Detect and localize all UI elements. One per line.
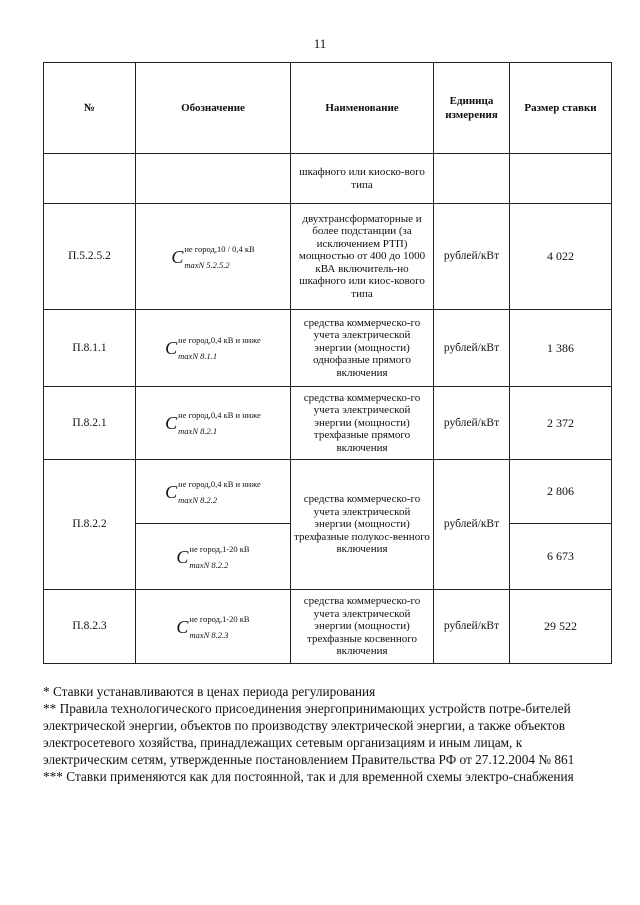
- footnotes: [43, 683, 603, 785]
- rate-formula: C не город,10 / 0,4 кВ maxN 5.2.5.2: [171, 243, 255, 270]
- rate-formula: C не город,1-20 кВ maxN 8.2.3: [176, 613, 250, 640]
- row-designation: [136, 460, 291, 524]
- rate-formula: C не город,0,4 кВ и ниже maxN 8.2.2: [165, 478, 261, 505]
- row-num: П.8.2.2: [44, 460, 136, 590]
- table-row: [44, 387, 612, 460]
- row-unit: [434, 154, 510, 204]
- footnote: *** Ставки применяются как для постоянной, так и для временной схемы электро-снабжения: [43, 769, 574, 784]
- row-rate: 6 673: [510, 524, 612, 590]
- table-row: [44, 460, 612, 524]
- row-rate: 1 386: [510, 310, 612, 387]
- row-unit: рублей/кВт: [434, 310, 510, 387]
- footnote: * Ставки устанавливаются в ценах периода регулирования: [43, 684, 376, 699]
- row-num: П.8.2.3: [44, 590, 136, 664]
- rate-formula: C не город,1-20 кВ maxN 8.2.2: [176, 543, 250, 570]
- row-designation: [136, 387, 291, 460]
- rate-formula: C не город,0,4 кВ и ниже maxN 8.2.1: [165, 410, 261, 436]
- row-name: средства коммерческо-го учета электрической энергии (мощности) трехфазные полукос-венного включения: [291, 460, 434, 590]
- row-rate: [510, 154, 612, 204]
- rate-formula: C не город,0,4 кВ и ниже maxN 8.1.1: [165, 335, 261, 361]
- row-designation: [136, 310, 291, 387]
- table-row: [44, 204, 612, 310]
- row-unit: рублей/кВт: [434, 204, 510, 310]
- row-designation: [136, 204, 291, 310]
- rates-table: [43, 62, 612, 664]
- page-number: 11: [313, 36, 327, 51]
- table-row: [44, 590, 612, 664]
- row-name: средства коммерческо-го учета электрической энергии (мощности) однофазные прямого включения: [291, 310, 434, 387]
- row-unit: рублей/кВт: [434, 590, 510, 664]
- header-rate: Размер ставки: [510, 63, 612, 154]
- header-designation: Обозначение: [136, 63, 291, 154]
- row-name: двухтрансформаторные и более подстанции (за исключением РТП) мощностью от 400 до 1000 кВА включитель-но шкафного или киос-кового типа: [291, 204, 434, 310]
- row-name: средства коммерческо-го учета электрической энергии (мощности) трехфазные прямого включения: [291, 387, 434, 460]
- header-unit: Единица измерения: [434, 63, 510, 154]
- row-rate: 29 522: [510, 590, 612, 664]
- row-designation: [136, 590, 291, 664]
- table-row: [44, 154, 612, 204]
- row-designation: [136, 154, 291, 204]
- table-header-row: [44, 63, 612, 154]
- footnote: ** Правила технологического присоединения энергопринимающих устройств потре-бителей электрической энергии, объектов по производству электрической энергии, а также объектов электросетевого хозяйства, принадлежащих сетевым организациям и иным лицам, к электрическим сетям, утвержденные постановлением Правительства РФ от 27.12.2004 № 861: [43, 701, 575, 767]
- row-num: [44, 154, 136, 204]
- row-rate: 2 372: [510, 387, 612, 460]
- header-num: №: [44, 63, 136, 154]
- row-designation: [136, 524, 291, 590]
- row-num: П.5.2.5.2: [44, 204, 136, 310]
- table-row: [44, 310, 612, 387]
- row-unit: рублей/кВт: [434, 387, 510, 460]
- row-rate: 4 022: [510, 204, 612, 310]
- row-unit: рублей/кВт: [434, 460, 510, 590]
- row-name: шкафного или киоско-вого типа: [291, 154, 434, 204]
- row-rate: 2 806: [510, 460, 612, 524]
- header-name: Наименование: [291, 63, 434, 154]
- row-num: П.8.1.1: [44, 310, 136, 387]
- row-name: средства коммерческо-го учета электрической энергии (мощности) трехфазные косвенного включения: [291, 590, 434, 664]
- row-num: П.8.2.1: [44, 387, 136, 460]
